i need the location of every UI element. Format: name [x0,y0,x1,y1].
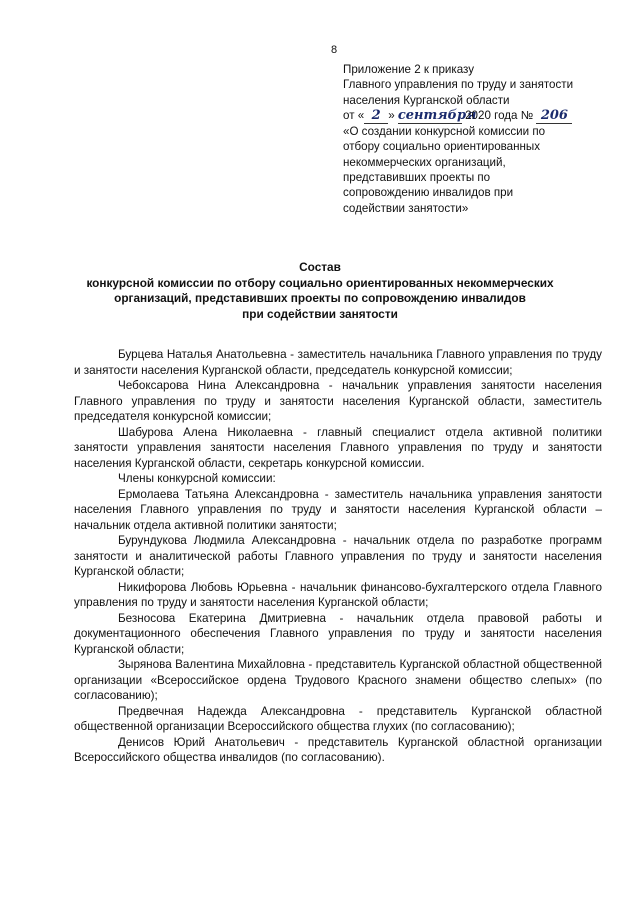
members-heading: Члены конкурсной комиссии: [118,472,276,485]
annex-subject-line: представивших проекты по [343,171,491,185]
date-year: 2020 года № [465,108,534,122]
member-item: Денисов Юрий Анатольевич - представитель Курганской областной организации Всероссийского общества инвалидов (по согласованию). [74,735,602,764]
annex-line: Главного управления по труду и занятости [343,78,574,92]
annex-line: Приложение 2 к приказу [343,63,475,76]
annex-subject-line: сопровождению инвалидов при [343,186,514,200]
annex-subject-line: отбору социально ориентированных [343,140,541,154]
document-title [0,260,640,322]
member-deputy-chair: Чебоксарова Нина Александровна - начальник управления занятости населения Главного управления по труду и занятости населения Курганской области, заместитель председателя конкурсной комиссии; [74,379,602,423]
handwritten-month: сентября [397,107,477,123]
commission-members-list [74,347,602,766]
member-chair: Бурцева Наталья Анатольевна - заместитель начальника Главного управления по труду и занятости населения Курганской области, председатель конкурсной комиссии; [74,348,602,377]
date-prefix: от « [343,108,365,122]
member-item: Безносова Екатерина Дмитриевна - начальник отдела правовой работы и документационного обеспечения Главного управления по труду и занятости населения Курганской области; [74,611,602,656]
title-subline: организаций, представивших проекты по сопровождению инвалидов [114,291,526,305]
page-number: 8 [331,44,338,56]
annex-subject-line: «О создании конкурсной комиссии по [343,125,546,139]
annex-line: населения Курганской области [343,93,510,107]
member-secretary: Шабурова Алена Николаевна - главный специалист отдела активной политики занятости управления занятости населения Главного управления по труду и занятости населения Курганской области, секретарь конкурсной комиссии. [74,425,602,470]
member-item: Ермолаева Татьяна Александровна - заместитель начальника управления занятости населения Главного управления по труду и занятости населения Курганской области – начальник отдела активной политики занятости; [74,487,602,532]
handwritten-order-number: 206 [536,108,572,124]
member-item: Зырянова Валентина Михайловна - представитель Курганской областной общественной организации «Всероссийское ордена Трудового Красного знамени общество слепых» (по согласованию); [74,658,602,702]
title-subline: при содействии занятости [242,306,398,321]
member-item: Бурундукова Людмила Александровна - начальник отдела по разработке программ занятости и аналитической работы Главного управления по труду и занятости населения Курганской области; [74,534,602,578]
annex-subject-line: содействии занятости» [343,201,469,215]
title-subline: конкурсной комиссии по отбору социально ориентированных некоммерческих [86,275,554,290]
title-heading: Состав [299,260,341,274]
annex-header [343,62,623,216]
member-item: Никифорова Любовь Юрьевна - начальник финансово-бухгалтерского отдела Главного управления по труду и занятости населения Курганской области; [74,580,602,609]
date-mid: » [388,108,395,122]
member-item: Предвечная Надежда Александровна - представитель Курганской областной общественной организации Всероссийского общества глухих (по согласованию); [74,704,602,733]
annex-date-line [343,108,623,124]
annex-subject-line: некоммерческих организаций, [343,155,506,169]
handwritten-day: 2 [364,108,388,124]
